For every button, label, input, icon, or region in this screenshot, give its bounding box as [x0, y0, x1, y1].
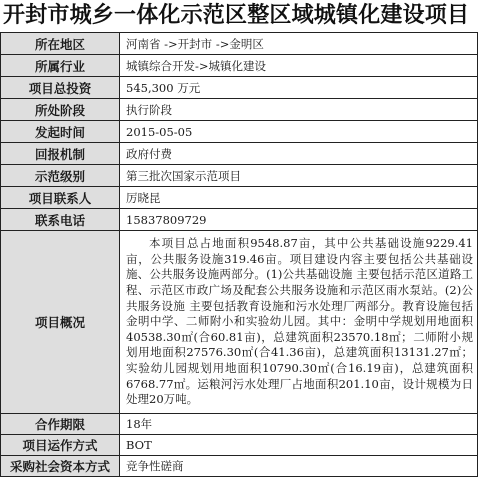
row-label-procurement: 采购社会资本方式 [1, 456, 120, 477]
table-row [1, 414, 478, 435]
row-label-contact: 项目联系人 [1, 187, 120, 209]
table-row [1, 33, 478, 55]
row-label-investment: 项目总投资 [1, 77, 120, 99]
table-row [1, 121, 478, 143]
row-label-overview: 项目概况 [1, 231, 120, 414]
row-label-term: 合作期限 [1, 414, 120, 435]
table-row [1, 209, 478, 231]
row-value-start-date: 2015-05-05 [120, 121, 478, 143]
table-row [1, 99, 478, 121]
row-label-phone: 联系电话 [1, 209, 120, 231]
project-info-table [0, 32, 478, 477]
table-row [1, 55, 478, 77]
table-row [1, 456, 478, 477]
row-label-stage: 所处阶段 [1, 99, 120, 121]
row-value-contact: 厉晓昆 [120, 187, 478, 209]
row-value-demo-level: 第三批次国家示范项目 [120, 165, 478, 187]
row-value-phone: 15837809729 [120, 209, 478, 231]
row-value-return-mechanism: 政府付费 [120, 143, 478, 165]
table-row [1, 165, 478, 187]
row-label-return-mechanism: 回报机制 [1, 143, 120, 165]
page-title: 开封市城乡一体化示范区整区域城镇化建设项目 [3, 3, 470, 28]
row-value-investment: 545,300 万元 [120, 77, 478, 99]
row-value-operation-mode: BOT [120, 435, 478, 456]
row-label-industry: 所属行业 [1, 55, 120, 77]
row-value-term: 18年 [120, 414, 478, 435]
row-value-region: 河南省 ->开封市 ->金明区 [120, 33, 478, 55]
row-label-operation-mode: 项目运作方式 [1, 435, 120, 456]
row-label-demo-level: 示范级别 [1, 165, 120, 187]
table-row [1, 77, 478, 99]
table-row [1, 187, 478, 209]
row-label-region: 所在地区 [1, 33, 120, 55]
row-value-overview: 本项目总占地面积9548.87亩，其中公共基础设施9229.41亩，公共服务设施319.46亩。项目建设内容主要包括公共基础设施、公共服务设施两部分。(1)公共基础设施 主要包括示范区道路工程、示范区市政广场及配套公共服务设施和示范区雨水泵站。(2)公共服务设施 主要包括教育设施和污水处理厂两部分。教育设施包括金明中学、二师附小和实验幼儿园。其中：金明中学规划用地面积40538.30㎡(合60.81亩)，总建筑面积23570.18㎡；二师附小规划用地面积27576.30㎡(合41.36亩)，总建筑面积13131.27㎡；实验幼儿园规划用地面积10790.30㎡(合16.19亩)，总建筑面积6768.77㎡。运粮河污水处理厂占地面积201.10亩，设计规模为日处理20万吨。 [120, 231, 478, 414]
table-row [1, 143, 478, 165]
row-value-procurement: 竞争性磋商 [120, 456, 478, 477]
row-value-industry: 城镇综合开发->城镇化建设 [120, 55, 478, 77]
row-value-stage: 执行阶段 [120, 99, 478, 121]
row-label-start-date: 发起时间 [1, 121, 120, 143]
table-row [1, 231, 478, 414]
table-row [1, 435, 478, 456]
